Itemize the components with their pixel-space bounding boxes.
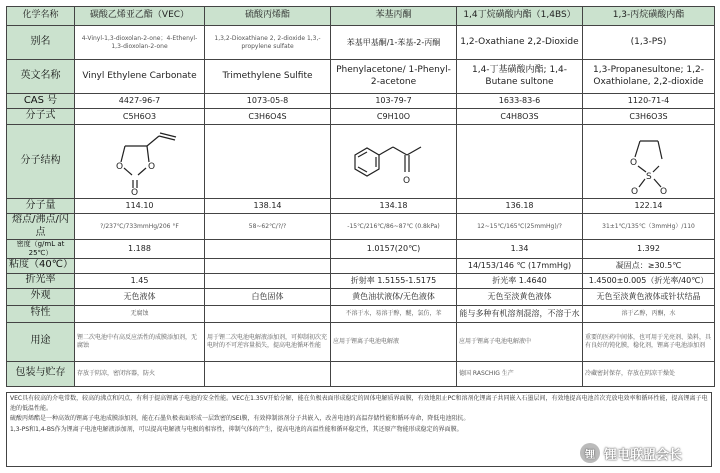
row-label-density: 密度（g/mL at 25℃） xyxy=(7,240,75,259)
cell-refractive-phenylacetone: 折射率 1.5155-1.5175 xyxy=(331,273,457,288)
row-label-english: 英文名称 xyxy=(7,60,75,94)
cell-mw-13ps: 122.14 xyxy=(583,199,715,214)
cell-bp-14bs: 12~15℃/165℃(25mmHg)/? xyxy=(457,214,583,240)
cell-appearance-14bs: 无色至淡黄色液体 xyxy=(457,288,583,305)
cell-storage-14bs: 德国 RASCHIG 生产 xyxy=(457,361,583,386)
cell-mw-vec: 114.10 xyxy=(75,199,205,214)
row-label-bp: 熔点/沸点/闪点 xyxy=(7,214,75,240)
vec-structure-diagram xyxy=(95,128,185,196)
cell-storage-phenylacetone xyxy=(331,361,457,386)
cell-refractive-14bs: 折光率 1.4640 xyxy=(457,273,583,288)
row-label-viscosity: 粘度（40℃） xyxy=(7,258,75,273)
footnote-paragraph: VEC具有较高的介电常数，较高的沸点和闪点，有利于提高锂离子电池的安全性能。VEC在1.35V开始分解，能在负极表面形成稳定的固体电解质界面膜，有效地阻止PC和溶剂化锂离子共同嵌入石墨层间，有效地提高电池首次充放电效率和循环性能，提高锂离子电池的低温性能。 xyxy=(10,395,708,413)
row-label-appearance: 外观 xyxy=(7,288,75,305)
table-row xyxy=(7,361,715,386)
row-label-structure: 分子结构 xyxy=(7,125,75,199)
vec-atom-o3: O xyxy=(130,187,138,196)
row-label-formula: 分子式 xyxy=(7,109,75,125)
13ps-atom-o1: O xyxy=(629,157,637,168)
cell-density-14bs: 1.34 xyxy=(457,240,583,259)
table-row xyxy=(7,26,715,60)
cell-english-ps: Trimethylene Sulfite xyxy=(205,60,331,94)
cell-formula-14bs: C4H8O3S xyxy=(457,109,583,125)
table-row xyxy=(7,305,715,322)
cell-cas-phenylacetone: 103-79-7 xyxy=(331,94,457,109)
cell-bp-ps: 58~62℃/?/? xyxy=(205,214,331,240)
watermark-text: 锂电联盟会长 xyxy=(604,447,683,463)
cell-english-phenylacetone: Phenylacetone/ 1-Phenyl-2-acetone xyxy=(331,60,457,94)
cell-bp-phenylacetone: -15℃/216℃/86~87℃ (0.8kPa) xyxy=(331,214,457,240)
cell-density-phenylacetone: 1.0157(20℃) xyxy=(331,240,457,259)
cell-alias-ps: 1,3,2-Dioxathiane 2, 2-dioxide 1,3,-propylene sulfate xyxy=(205,26,331,60)
cell-alias-phenylacetone: 苯基甲基酮/1-苯基-2-丙酮 xyxy=(331,26,457,60)
cell-storage-13ps: 冷藏密封保存，存放在阴凉干燥处 xyxy=(583,361,715,386)
cell-viscosity-vec xyxy=(75,258,205,273)
cell-usage-13ps: 重要的医药中间体，也可用于光亮剂、染料，具有良好的钝化膜，稳化剂，锂离子电池添加剂 xyxy=(583,322,715,361)
cell-viscosity-ps xyxy=(205,258,331,273)
13ps-atom-o3: O xyxy=(659,186,667,197)
cell-bp-13ps: 31±1℃/135℃（3mmHg）/110 xyxy=(583,214,715,240)
cell-viscosity-14bs: 14/153/146 ℃ (17mmHg) xyxy=(457,258,583,273)
table-row xyxy=(7,288,715,305)
phenylacetone-structure-diagram xyxy=(339,127,449,197)
cell-character-phenylacetone: 不溶于水，易溶于醇，醚，氯仿，苯 xyxy=(331,305,457,322)
row-label-mw: 分子量 xyxy=(7,199,75,214)
row-label-character: 特性 xyxy=(7,305,75,322)
vec-atom-o2: O xyxy=(147,161,155,172)
row-label-usage: 用途 xyxy=(7,322,75,361)
table-row xyxy=(7,214,715,240)
cell-character-vec: 无腐蚀 xyxy=(75,305,205,322)
cell-character-14bs: 能与多种有机溶剂混溶，不溶于水 xyxy=(457,305,583,322)
table-row xyxy=(7,109,715,125)
table-row xyxy=(7,125,715,199)
cell-density-vec: 1.188 xyxy=(75,240,205,259)
cell-formula-vec: C5H6O3 xyxy=(75,109,205,125)
13ps-atom-s: S xyxy=(645,171,652,182)
cell-mw-ps: 138.14 xyxy=(205,199,331,214)
cell-bp-vec: ?/237℃/733mmHg/206 °F xyxy=(75,214,205,240)
cell-density-13ps: 1.392 xyxy=(583,240,715,259)
phenylacetone-atom-o: O xyxy=(402,175,410,186)
cell-structure-14bs xyxy=(457,125,583,199)
table-header-row xyxy=(7,7,715,26)
cell-cas-13ps: 1120-71-4 xyxy=(583,94,715,109)
cell-storage-ps xyxy=(205,361,331,386)
footnote-paragraph: 硫酸丙烯酯是一种高效的锂离子电池成膜添加剂，能在石墨负极表面形成一层致密的SEI膜，有效抑制溶剂分子共嵌入，改善电池的高温存储性能和循环寿命，降低电池阻抗。 xyxy=(10,415,470,423)
cell-mw-14bs: 136.18 xyxy=(457,199,583,214)
cell-alias-13ps: (1,3-PS) xyxy=(583,26,715,60)
cell-cas-ps: 1073-05-8 xyxy=(205,94,331,109)
table-row xyxy=(7,322,715,361)
cell-usage-ps: 用于锂二次电池电解液添加剂，可抑制初次充电时的不可逆容量损失，提高电池循环性能 xyxy=(205,322,331,361)
cell-formula-ps: C3H6O4S xyxy=(205,109,331,125)
cell-mw-phenylacetone: 134.18 xyxy=(331,199,457,214)
cell-english-vec: Vinyl Ethylene Carbonate xyxy=(75,60,205,94)
cell-appearance-ps: 白色固体 xyxy=(205,288,331,305)
cell-usage-phenylacetone: 应用于锂离子电池电解液 xyxy=(331,322,457,361)
cell-formula-13ps: C3H6O3S xyxy=(583,109,715,125)
cell-alias-vec: 4-Vinyl-1,3-dioxolan-2-one；4-Ethenyl-1,3-dioxolan-2-one xyxy=(75,26,205,60)
cell-structure-phenylacetone xyxy=(331,125,457,199)
header-label: 化学名称 xyxy=(7,7,75,26)
table-row xyxy=(7,240,715,259)
cell-structure-13ps xyxy=(583,125,715,199)
row-label-cas: CAS 号 xyxy=(7,94,75,109)
cell-usage-vec: 锂二次电池中有高反应活性的成膜添加剂，无腐蚀 xyxy=(75,322,205,361)
cell-usage-14bs: 应用于锂离子电池电解液中 xyxy=(457,322,583,361)
table-row xyxy=(7,273,715,288)
cell-alias-14bs: 1,2-Oxathiane 2,2-Dioxide xyxy=(457,26,583,60)
cell-english-13ps: 1,3-Propanesultone; 1,2-Oxathiolane, 2,2-dioxide xyxy=(583,60,715,94)
cell-refractive-13ps: 1.4500±0.005（折光率/40℃） xyxy=(583,273,715,288)
cell-english-14bs: 1,4-丁基磺酸内酯; 1,4-Butane sultone xyxy=(457,60,583,94)
header-13ps: 1,3-丙烷磺酸内酯 xyxy=(583,7,715,26)
cell-refractive-vec: 1.45 xyxy=(75,273,205,288)
table-row xyxy=(7,94,715,109)
properties-table xyxy=(6,6,715,387)
cell-density-ps xyxy=(205,240,331,259)
cell-cas-14bs: 1633-83-6 xyxy=(457,94,583,109)
header-phenylacetone: 苯基丙酮 xyxy=(331,7,457,26)
13ps-atom-o2: O xyxy=(630,186,638,197)
cell-appearance-phenylacetone: 黄色油状液体/无色液体 xyxy=(331,288,457,305)
table-row xyxy=(7,60,715,94)
cell-refractive-ps xyxy=(205,273,331,288)
table-row xyxy=(7,258,715,273)
cell-appearance-13ps: 无色至淡黄色液体或针状结晶 xyxy=(583,288,715,305)
cell-structure-ps xyxy=(205,125,331,199)
cell-character-ps xyxy=(205,305,331,322)
cell-storage-vec: 存放于阴凉，密闭容器，防火 xyxy=(75,361,205,386)
cell-appearance-vec: 无色液体 xyxy=(75,288,205,305)
cell-viscosity-13ps: 凝固点：≥30.5℃ xyxy=(583,258,715,273)
header-vec: 碳酸乙烯亚乙酯（VEC） xyxy=(75,7,205,26)
footnote-paragraph: 1,3-PS和1,4-BS作为锂离子电池电解液添加剂，可以提高电解液与电极的相容性，抑制气体的产生，提高电池的高温性能和循环稳定性，其还原产物能形成稳定的界面膜。 xyxy=(10,425,463,433)
cell-formula-phenylacetone: C9H10O xyxy=(331,109,457,125)
cell-structure-vec xyxy=(75,125,205,199)
header-14bs: 1,4丁烷磺酸内酯（1,4BS） xyxy=(457,7,583,26)
watermark-badge-icon: 锂 xyxy=(580,443,600,463)
watermark xyxy=(580,440,714,466)
row-label-refractive: 折光率 xyxy=(7,273,75,288)
cell-character-13ps: 溶于乙醇，丙酮，水 xyxy=(583,305,715,322)
header-propylene-sulfate: 硫酸丙烯酯 xyxy=(205,7,331,26)
row-label-alias: 别名 xyxy=(7,26,75,60)
row-label-storage: 包装与贮存 xyxy=(7,361,75,386)
table-row xyxy=(7,199,715,214)
13ps-structure-diagram xyxy=(604,127,694,197)
cell-cas-vec: 4427-96-7 xyxy=(75,94,205,109)
cell-viscosity-phenylacetone xyxy=(331,258,457,273)
vec-atom-o1: O xyxy=(115,161,123,172)
